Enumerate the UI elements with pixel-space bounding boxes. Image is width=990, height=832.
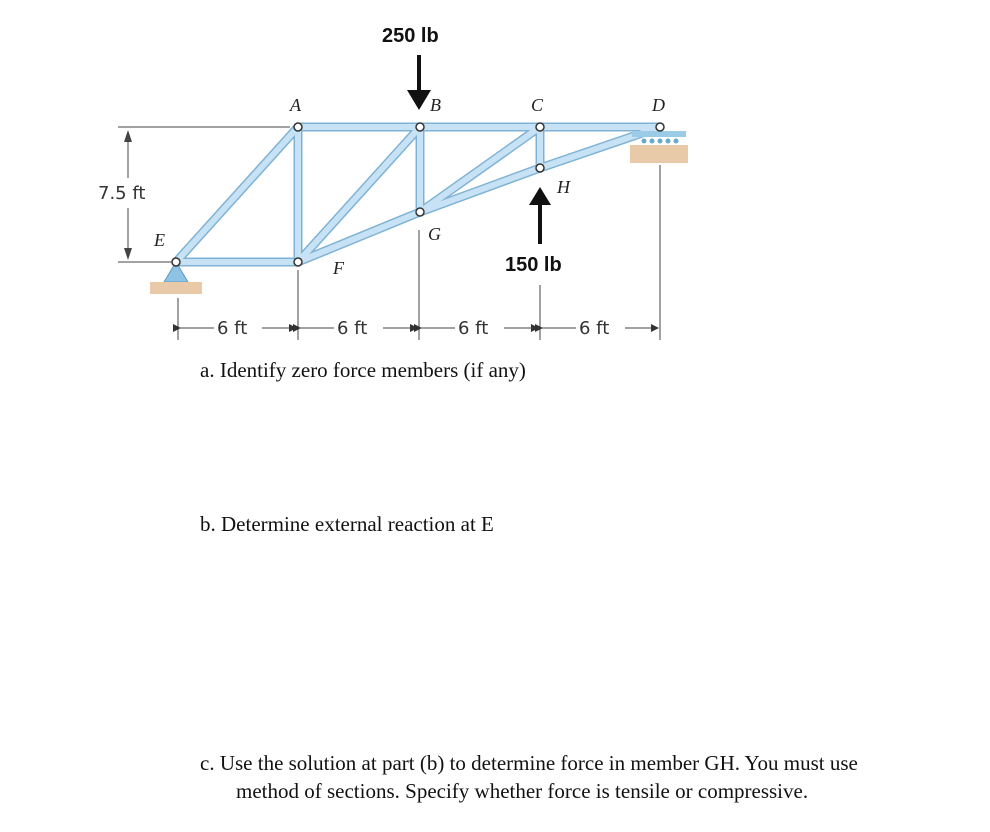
label-f: F [333, 258, 344, 278]
joint-h [536, 164, 544, 172]
span-3-label: 6 ft [458, 318, 489, 339]
load-250-label: 250 lb [382, 25, 439, 47]
joint-e [172, 258, 180, 266]
label-e: E [154, 230, 165, 250]
span-1-label: 6 ft [217, 318, 248, 339]
pin-support-e [150, 262, 202, 294]
question-c [200, 749, 980, 805]
joint-g [416, 208, 424, 216]
label-h: H [557, 177, 570, 197]
label-b: B [430, 95, 441, 115]
question-a: a. Identify zero force members (if any) [200, 358, 526, 382]
joint-f [294, 258, 302, 266]
height-label: 7.5 ft [98, 183, 146, 204]
label-g: G [428, 224, 441, 244]
truss-diagram [0, 0, 990, 360]
load-150 [505, 187, 562, 276]
question-c-line2: method of sections. Specify whether force is tensile or compressive. [236, 779, 809, 803]
label-c: C [531, 95, 544, 115]
label-d: D [652, 95, 665, 115]
roller-support-d [630, 131, 688, 163]
label-a: A [290, 95, 301, 115]
question-c-line1: c. Use the solution at part (b) to determine force in member GH. You must use [200, 751, 858, 775]
joint-d [656, 123, 664, 131]
span-4-label: 6 ft [579, 318, 610, 339]
truss-members [176, 127, 660, 262]
joint-a [294, 123, 302, 131]
question-b: b. Determine external reaction at E [200, 512, 494, 536]
span-2-label: 6 ft [337, 318, 368, 339]
joint-c [536, 123, 544, 131]
load-150-label: 150 lb [505, 254, 562, 276]
joint-b [416, 123, 424, 131]
